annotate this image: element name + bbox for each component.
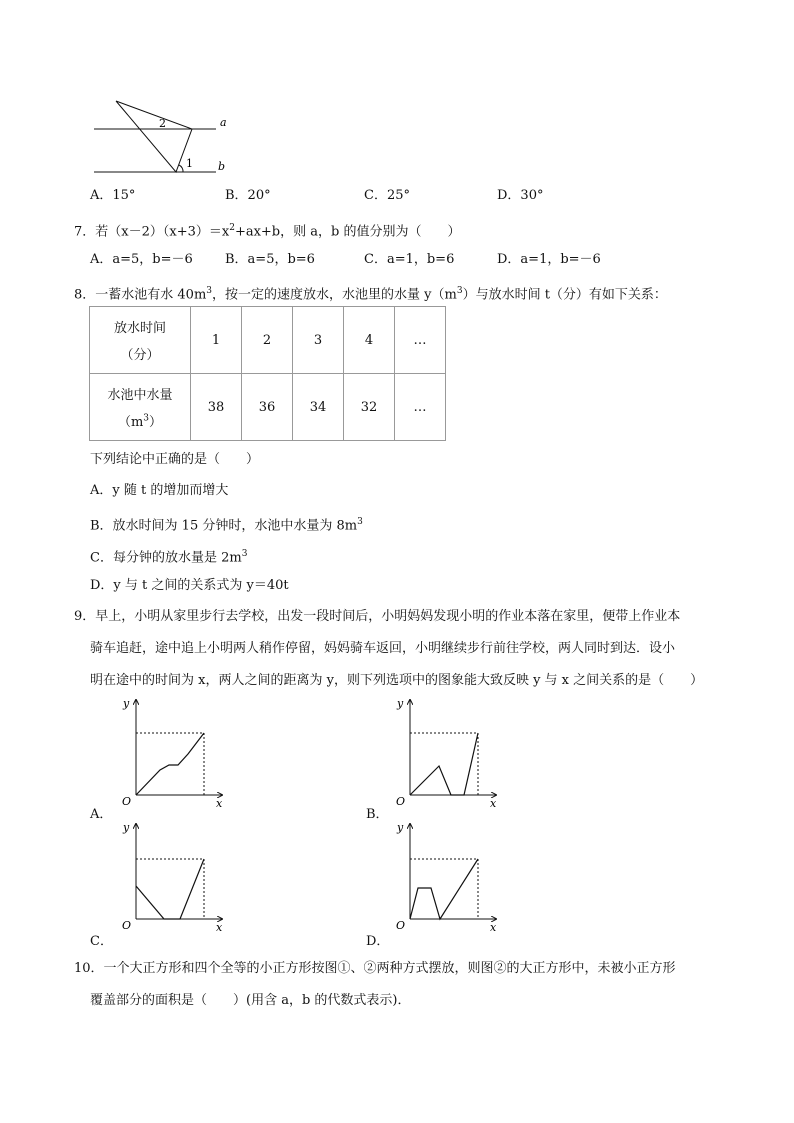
q6-option-d[interactable]: D．30°	[497, 188, 544, 203]
table-cell: 2	[242, 307, 293, 374]
graph-curve	[136, 733, 204, 795]
q9-graph-c[interactable]	[112, 818, 232, 933]
label-b: b	[218, 160, 226, 173]
q7-option-b[interactable]: B．a=5，b=6	[225, 252, 315, 267]
q8-table	[89, 306, 446, 441]
axis-y-label: y	[397, 821, 404, 834]
table-cell: 38	[191, 374, 242, 441]
q9-graph-a[interactable]	[112, 694, 232, 809]
label-2: 2	[159, 117, 166, 130]
q7-option-d[interactable]: D．a=1，b=－6	[497, 252, 601, 267]
q6-option-a[interactable]: A．15°	[90, 188, 136, 203]
table-cell: 34	[293, 374, 344, 441]
axis-x-label: x	[490, 921, 497, 933]
q6-option-b[interactable]: B．20°	[225, 188, 271, 203]
q9-graph-d[interactable]	[386, 818, 506, 933]
q9-graph-b[interactable]	[386, 694, 506, 809]
origin-label: O	[122, 919, 132, 932]
q8-option-d[interactable]: D．y 与 t 之间的关系式为 y＝40t	[90, 578, 289, 593]
q8-prompt: 下列结论中正确的是（ ）	[90, 452, 260, 467]
axis-x-label: x	[216, 797, 223, 809]
table-cell: 4	[344, 307, 395, 374]
q6-figure	[88, 96, 238, 178]
q9-option-a-label[interactable]: A．	[90, 807, 113, 822]
q9-stem-line3: 明在途中的时间为 x，两人之间的距离为 y，则下列选项中的图象能大致反映 y 与 x 之间关系的是（ ）	[90, 673, 704, 688]
table-head-time: 放水时间 （分）	[90, 307, 191, 374]
q7-option-c[interactable]: C．a=1，b=6	[364, 252, 455, 267]
q7-stem: 7．若$(x-2)(x+3)=x^2+ax+b$，则 a，b 的值分别为（ ）	[74, 223, 461, 240]
label-1: 1	[186, 157, 193, 170]
q6-option-c[interactable]: C．25°	[364, 188, 410, 203]
axis-y-label: y	[123, 821, 130, 834]
table-cell: 3	[293, 307, 344, 374]
origin-label: O	[122, 795, 132, 808]
q9-stem-line2: 骑车追赶，途中追上小明两人稍作停留，妈妈骑车返回，小明继续步行前往学校，两人同时到达．设小	[90, 641, 676, 656]
table-row	[90, 374, 446, 441]
q8-option-b[interactable]: B．放水时间为 15 分钟时，水池中水量为 $8m^3$	[90, 517, 363, 534]
triangle	[116, 101, 192, 172]
table-cell: 32	[344, 374, 395, 441]
angle-1-arc	[179, 165, 183, 172]
axis-y-label: y	[123, 697, 130, 710]
origin-label: O	[396, 919, 406, 932]
q8-stem: 8．一蓄水池有水 $40m^3$，按一定的速度放水，水池里的水量 $y(m^3)$与放水时间 t（分）有如下关系：	[74, 286, 667, 303]
table-cell: …	[395, 374, 446, 441]
q9-option-d-label[interactable]: D．	[366, 934, 390, 949]
q8-option-a[interactable]: A．y 随 t 的增加而增大	[90, 483, 229, 498]
q7-option-a[interactable]: A．a=5，b=－6	[90, 252, 193, 267]
axis-x-label: x	[216, 921, 223, 933]
origin-label: O	[396, 795, 406, 808]
q8-option-c[interactable]: C．每分钟的放水量是 $2m^3$	[90, 549, 248, 566]
q9-option-c-label[interactable]: C．	[90, 934, 113, 949]
table-head-volume: 水池中水量 $(m^3)$	[90, 374, 191, 441]
q9-stem-line1: 9．早上，小明从家里步行去学校，出发一段时间后，小明妈妈发现小明的作业本落在家里，便带上作业本	[74, 609, 681, 624]
table-row	[90, 307, 446, 374]
axis-x-label: x	[490, 797, 497, 809]
table-cell: 36	[242, 374, 293, 441]
graph-curve	[136, 859, 204, 919]
axis-y-label: y	[397, 697, 404, 710]
q10-stem-line2: 覆盖部分的面积是（ ）(用含 a，b 的代数式表示)．	[90, 993, 411, 1008]
graph-curve	[410, 859, 478, 919]
table-cell: …	[395, 307, 446, 374]
table-cell: 1	[191, 307, 242, 374]
q9-option-b-label[interactable]: B．	[366, 807, 389, 822]
graph-curve	[410, 733, 478, 795]
label-a: a	[220, 116, 227, 129]
q10-stem-line1: 10．一个大正方形和四个全等的小正方形按图①、②两种方式摆放，则图②的大正方形中，未被小正方形	[74, 961, 676, 976]
